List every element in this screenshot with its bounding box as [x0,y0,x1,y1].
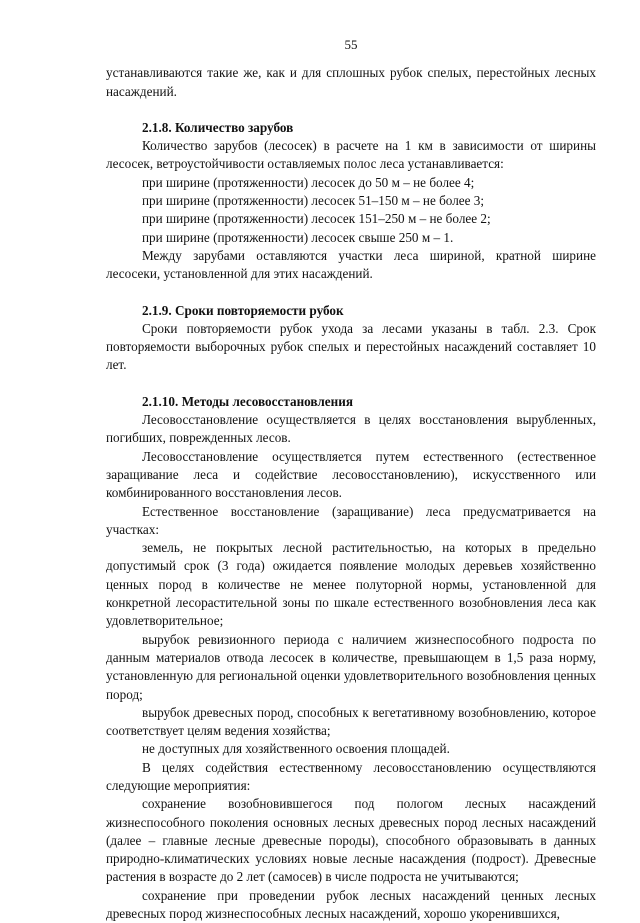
section-2-1-10-paragraph: Естественное восстановление (заращивание) леса предусматривается на участках: [106,503,596,537]
section-2-1-9-paragraph: Сроки повторяемости рубок ухода за лесами указаны в табл. 2.3. Срок повторяемости выборочных рубок спелых и перестойных насаждений составляет 10 лет. [106,320,596,373]
section-2-1-8-list-item: при ширине (протяженности) лесосек свыше 250 м – 1. [142,229,454,245]
section-2-1-10-paragraph: В целях содействия естественному лесовосстановлению осуществляются следующие мероприятия: [106,759,596,793]
section-2-1-8-paragraph: Между зарубами оставляются участки леса шириной, кратной ширине лесосеки, установленной для этих насаждений. [106,247,596,282]
intro-continuation-paragraph: устанавливаются такие же, как и для сплошных рубок спелых, перестойных лесных насаждений. [106,65,596,99]
section-heading-2-1-9: 2.1.9. Сроки повторяемости рубок [142,302,344,318]
section-2-1-8-paragraph: Количество зарубов (лесосек) в расчете на 1 км в зависимости от ширины лесосек, ветроустойчивости оставляемых полос леса устанавливается: [106,138,596,172]
section-2-1-10-list-item: вырубок ревизионного периода с наличием жизнеспособного подроста по данным материалов отвода лесосек в количестве, превышающем в 1,5 раза норму, установленную для региональной оценки удовлетворительного возобновления ценных пород; [106,631,596,702]
section-heading-2-1-10: 2.1.10. Методы лесовосстановления [142,393,353,409]
section-2-1-10-list-item: земель, не покрытых лесной растительностью, на которых в предельно допустимый срок (3 года) ожидается появление молодых деревьев хозяйственно ценных пород в количестве не менее полуторной нормы, установленной для конкретной лесорастительной зоны по шкале естественного возобновления леса как удовлетворительное; [106,540,596,629]
section-2-1-8-list-item: при ширине (протяженности) лесосек до 50 м – не более 4; [142,174,475,190]
section-heading-2-1-8: 2.1.8. Количество зарубов [142,119,294,135]
section-2-1-8-list-item: при ширине (протяженности) лесосек 151–250 м – не более 2; [142,211,491,227]
section-2-1-8-list-item: при ширине (протяженности) лесосек 51–150 м – не более 3; [142,193,485,209]
section-2-1-10-list-item: сохранение при проведении рубок лесных насаждений ценных лесных древесных пород жизнеспособных лесных насаждений, хорошо укоренившихся, [106,887,596,922]
section-2-1-10-list-item: вырубок древесных пород, способных к вегетативному возобновлению, которое соответствует целям ведения хозяйства; [106,704,596,739]
section-2-1-10-list-item: сохранение возобновившегося под пологом лесных насаждений жизнеспособного поколения основных лесных древесных пород лесных насаждений (далее – главные лесные древесные породы), способного образовывать в данных природно-климатических условиях новые лесные насаждения (подрост). Древесные растения в возрасте до 2 лет (самосев) в числе подроста не учитываются; [106,796,596,885]
document-page [106,36,596,923]
section-2-1-10-paragraph: Лесовосстановление осуществляется в целях восстановления вырубленных, погибших, поврежденных лесов. [106,412,596,446]
section-2-1-10-list-item: не доступных для хозяйственного освоения площадей. [142,741,450,757]
page-number: 55 [344,37,358,52]
section-2-1-10-paragraph: Лесовосстановление осуществляется путем естественного (естественное заращивание леса и содействие лесовосстановлению), искусственного или комбинированного восстановления лесов. [106,448,596,501]
